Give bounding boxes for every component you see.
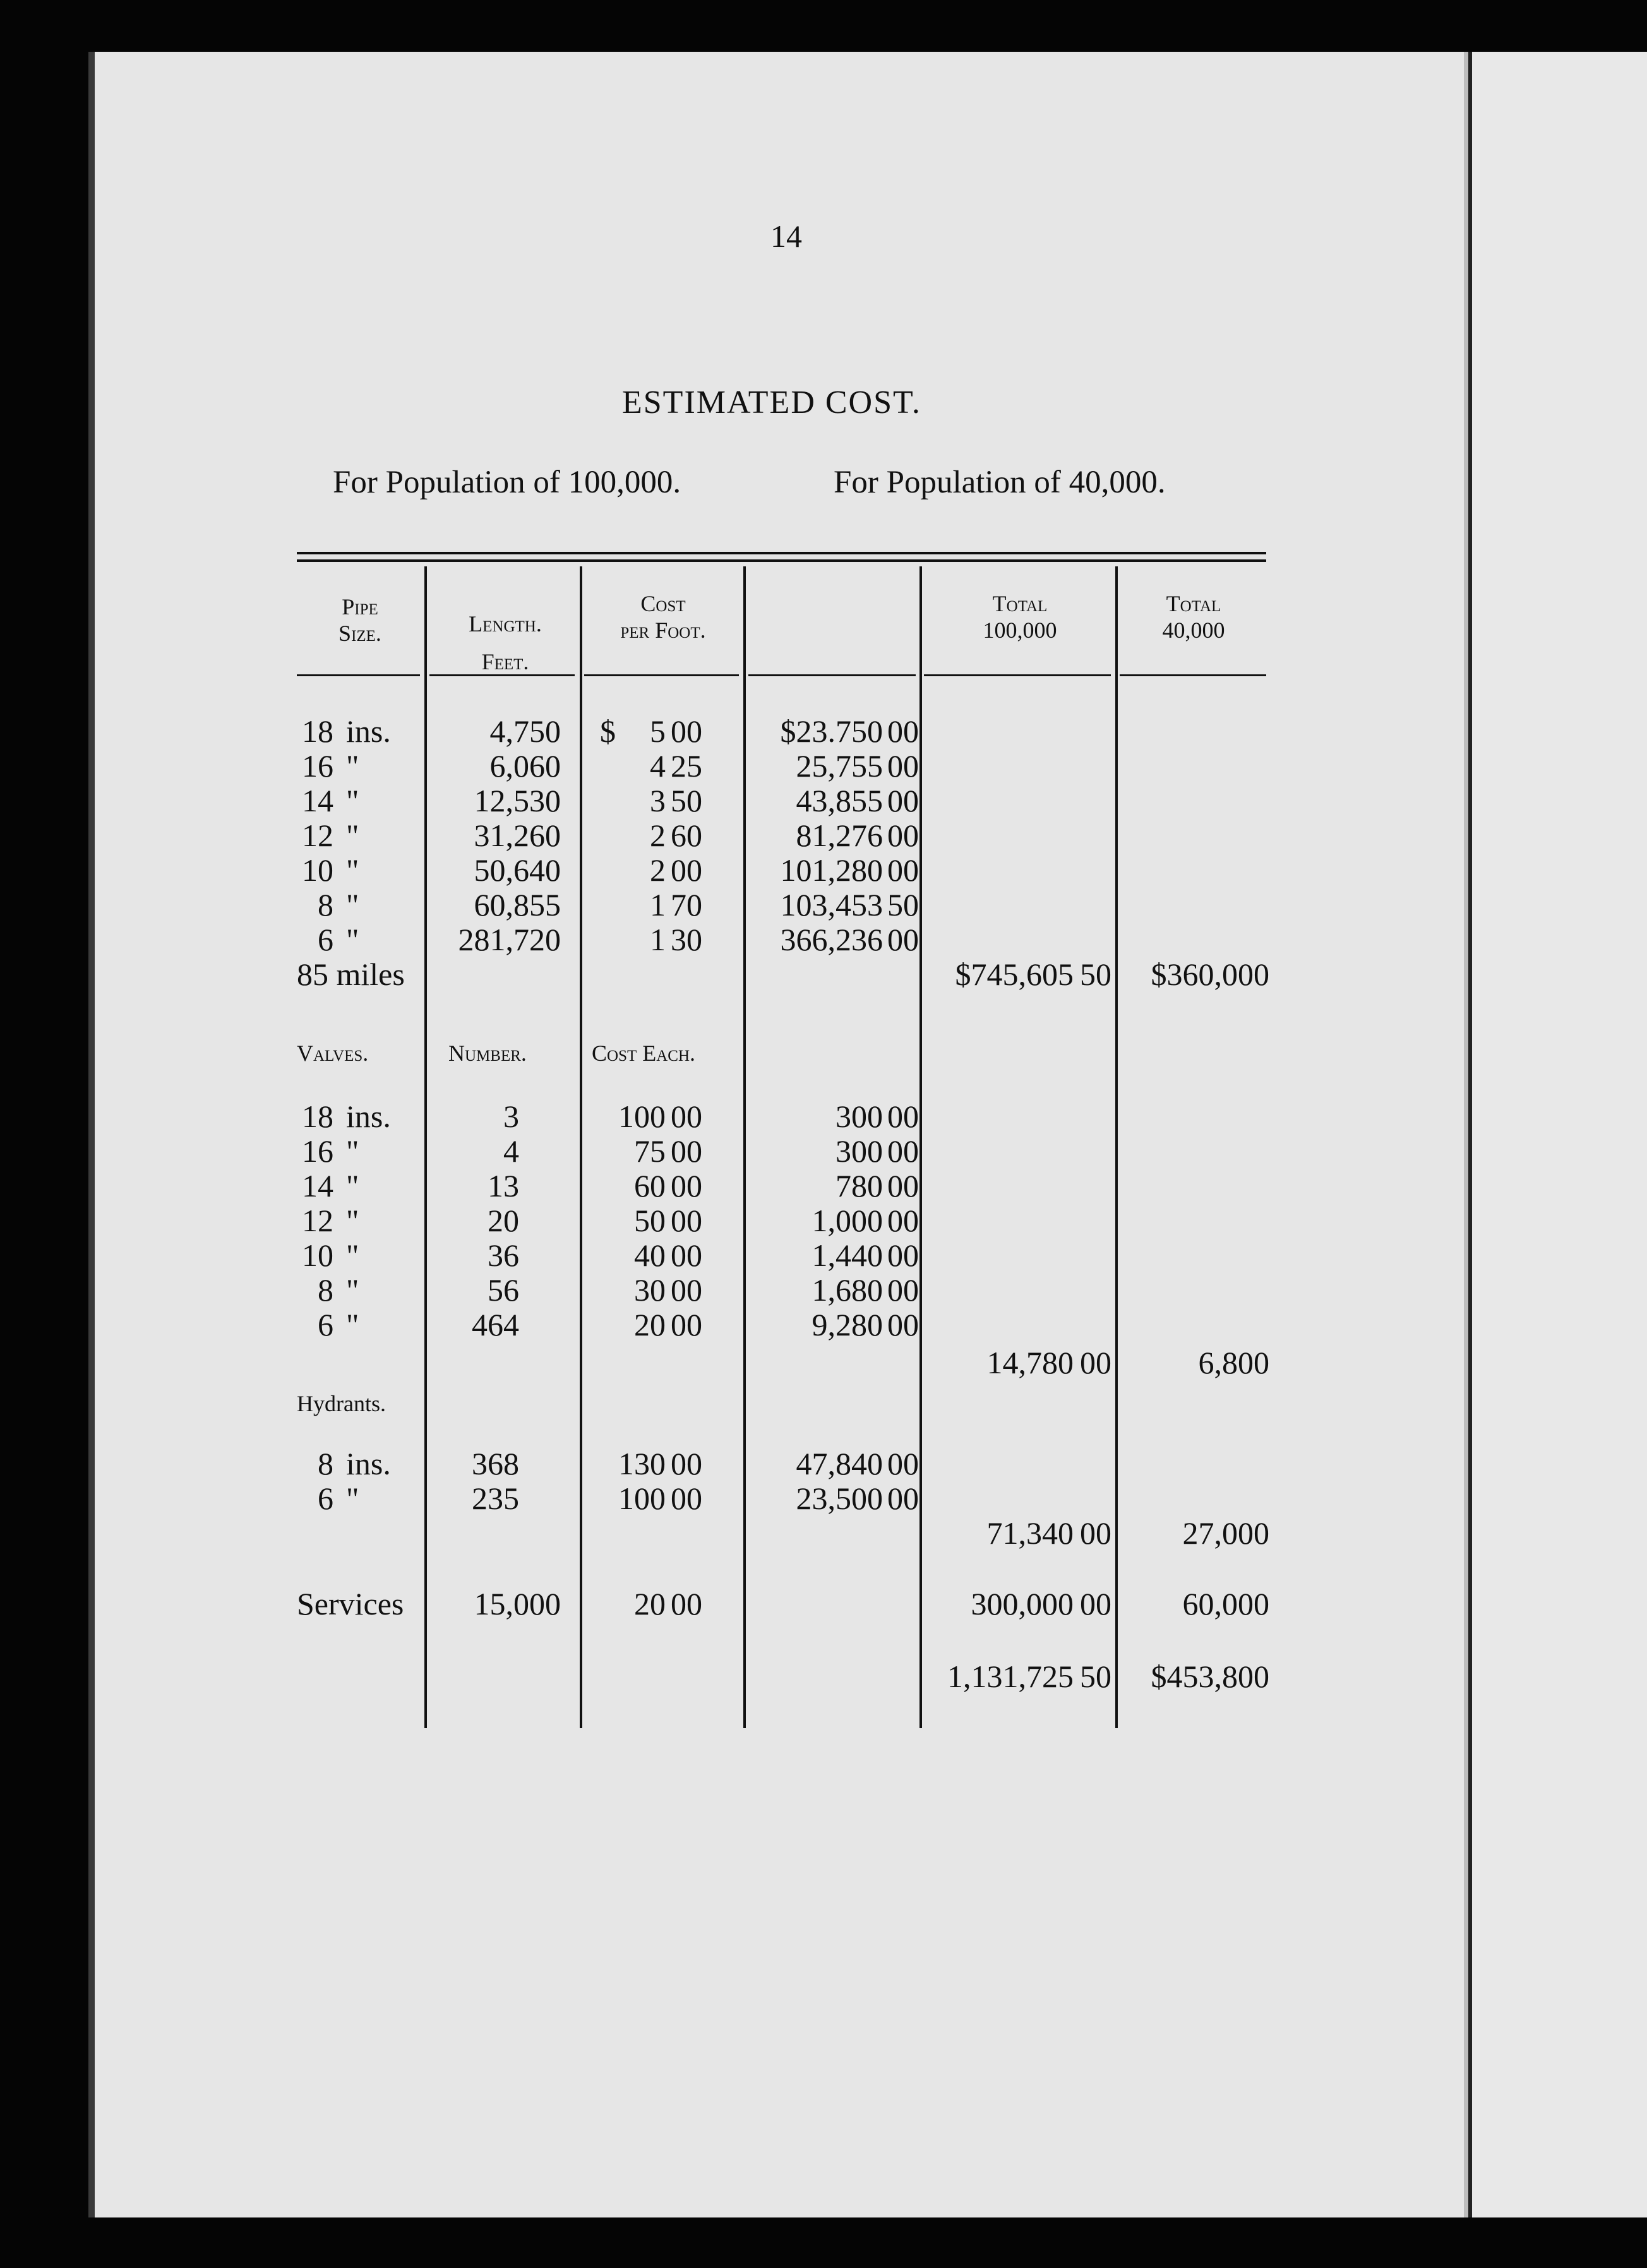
unit-cost-dollars: 20	[634, 1307, 666, 1342]
services-unit-cost-cents: 00	[671, 1586, 702, 1621]
quantity-cell: 50,640	[474, 852, 561, 888]
unit-cost-cents: 00	[671, 1099, 702, 1134]
line-total-cents: 00	[887, 1133, 919, 1169]
services-total-cents: 00	[1080, 1586, 1111, 1621]
unit-cost-cents: 00	[671, 1272, 702, 1308]
unit-cost-cents: 00	[671, 1168, 702, 1203]
valves-cost-heading: Cost Each.	[592, 1041, 696, 1066]
unit-cost-dollars: 130	[618, 1446, 666, 1481]
unit-cost-dollars: 1	[650, 922, 666, 957]
unit-cost-cents: 25	[671, 748, 702, 784]
unit-cost-dollars: 4	[650, 748, 666, 784]
header-cost-per-foot: Cost per Foot.	[620, 591, 706, 643]
hydrants-total-100000: 71,340	[986, 1515, 1074, 1551]
document-page	[88, 52, 1487, 2217]
quantity-cell: 4	[503, 1133, 519, 1169]
line-total-cents: 00	[887, 1272, 919, 1308]
size-unit-cell: "	[346, 1307, 359, 1342]
pipe-total-100000: $745,605	[955, 957, 1074, 992]
header-length: Length. Feet.	[469, 611, 542, 674]
line-total-dollars: 1,000	[812, 1203, 883, 1238]
line-total-cents: 00	[887, 1203, 919, 1238]
size-cell: 6	[318, 922, 333, 957]
quantity-cell: 56	[488, 1272, 519, 1308]
size-unit-cell: "	[346, 922, 359, 957]
header-underline	[584, 674, 739, 676]
size-cell: 10	[302, 1238, 333, 1273]
line-total-cents: 00	[887, 1446, 919, 1481]
size-cell: 18	[302, 713, 333, 749]
quantity-cell: 464	[472, 1307, 519, 1342]
size-cell: 14	[302, 783, 333, 818]
line-total-dollars: 81,276	[796, 818, 883, 853]
line-total-dollars: 101,280	[780, 852, 883, 888]
size-cell: 16	[302, 1133, 333, 1169]
size-unit-cell: "	[346, 1272, 359, 1308]
unit-cost-cents: 70	[671, 887, 702, 922]
grand-total-cents: 50	[1080, 1659, 1111, 1694]
unit-cost-dollars: 30	[634, 1272, 666, 1308]
column-divider	[743, 566, 746, 1728]
unit-cost-cents: 00	[671, 1446, 702, 1481]
line-total-dollars: 780	[835, 1168, 883, 1203]
line-total-dollars: 47,840	[796, 1446, 883, 1481]
line-total-cents: 00	[887, 783, 919, 818]
grand-total-100000: 1,131,725	[947, 1659, 1074, 1694]
quantity-cell: 3	[503, 1099, 519, 1134]
unit-cost-dollars: 40	[634, 1238, 666, 1273]
pipe-total-label: 85 miles	[297, 957, 405, 992]
unit-cost-dollars: 75	[634, 1133, 666, 1169]
quantity-cell: 13	[488, 1168, 519, 1203]
size-cell: 16	[302, 748, 333, 784]
pipe-total-cents: 50	[1080, 957, 1111, 992]
valves-total-cents: 00	[1080, 1345, 1111, 1380]
size-unit-cell: "	[346, 887, 359, 922]
page-title: ESTIMATED COST.	[622, 385, 921, 421]
dollar-sign: $	[600, 713, 616, 749]
size-cell: 10	[302, 852, 333, 888]
size-cell: 8	[318, 887, 333, 922]
quantity-cell: 4,750	[489, 713, 561, 749]
line-total-cents: 00	[887, 818, 919, 853]
size-unit-cell: "	[346, 1133, 359, 1169]
line-total-cents: 00	[887, 748, 919, 784]
services-total-100000: 300,000	[971, 1586, 1074, 1621]
line-total-cents: 00	[887, 1307, 919, 1342]
size-unit-cell: "	[346, 1203, 359, 1238]
header-underline	[429, 674, 575, 676]
unit-cost-cents: 00	[671, 1481, 702, 1516]
size-cell: 18	[302, 1099, 333, 1134]
quantity-cell: 20	[488, 1203, 519, 1238]
unit-cost-dollars: 100	[618, 1099, 666, 1134]
column-divider	[919, 566, 922, 1728]
unit-cost-dollars: 5	[650, 713, 666, 749]
pipe-total-40000: $360,000	[1151, 957, 1269, 992]
line-total-dollars: 9,280	[812, 1307, 883, 1342]
subtitle-population-100000: For Population of 100,000.	[333, 465, 681, 500]
line-total-cents: 00	[887, 1238, 919, 1273]
unit-cost-cents: 50	[671, 783, 702, 818]
size-unit-cell: ins.	[346, 1446, 391, 1481]
line-total-dollars: 300	[835, 1133, 883, 1169]
unit-cost-dollars: 1	[650, 887, 666, 922]
unit-cost-dollars: 100	[618, 1481, 666, 1516]
line-total-dollars: 25,755	[796, 748, 883, 784]
unit-cost-cents: 00	[671, 713, 702, 749]
line-total-cents: 00	[887, 1481, 919, 1516]
quantity-cell: 12,530	[474, 783, 561, 818]
table-top-rule	[297, 552, 1266, 554]
column-divider	[424, 566, 427, 1728]
unit-cost-dollars: 2	[650, 852, 666, 888]
size-unit-cell: ins.	[346, 1099, 391, 1134]
unit-cost-cents: 60	[671, 818, 702, 853]
line-total-cents: 00	[887, 922, 919, 957]
subtitle-population-40000: For Population of 40,000.	[834, 465, 1166, 500]
unit-cost-cents: 00	[671, 1133, 702, 1169]
services-label: Services	[297, 1586, 404, 1621]
line-total-dollars: 366,236	[780, 922, 883, 957]
quantity-cell: 235	[472, 1481, 519, 1516]
header-total-100000: Total 100,000	[983, 591, 1057, 643]
quantity-cell: 281,720	[458, 922, 561, 957]
grand-total-40000: $453,800	[1151, 1659, 1269, 1694]
valves-total-100000: 14,780	[986, 1345, 1074, 1380]
header-underline	[748, 674, 916, 676]
size-unit-cell: "	[346, 748, 359, 784]
size-cell: 12	[302, 818, 333, 853]
size-cell: 14	[302, 1168, 333, 1203]
size-unit-cell: "	[346, 1168, 359, 1203]
line-total-dollars: 43,855	[796, 783, 883, 818]
size-cell: 6	[318, 1307, 333, 1342]
line-total-dollars: 103,453	[780, 887, 883, 922]
size-unit-cell: ins.	[346, 713, 391, 749]
services-total-40000: 60,000	[1182, 1586, 1269, 1621]
hydrants-total-cents: 00	[1080, 1515, 1111, 1551]
column-divider	[580, 566, 582, 1728]
line-total-cents: 50	[887, 887, 919, 922]
unit-cost-dollars: 2	[650, 818, 666, 853]
services-number: 15,000	[474, 1586, 561, 1621]
unit-cost-cents: 00	[671, 852, 702, 888]
header-total-40000: Total 40,000	[1162, 591, 1225, 643]
line-total-dollars: 23,500	[796, 1481, 883, 1516]
unit-cost-cents: 00	[671, 1203, 702, 1238]
size-unit-cell: "	[346, 1238, 359, 1273]
size-unit-cell: "	[346, 783, 359, 818]
quantity-cell: 36	[488, 1238, 519, 1273]
quantity-cell: 60,855	[474, 887, 561, 922]
quantity-cell: 6,060	[489, 748, 561, 784]
services-unit-cost-dollars: 20	[634, 1586, 666, 1621]
size-unit-cell: "	[346, 852, 359, 888]
header-underline	[297, 674, 420, 676]
quantity-cell: 31,260	[474, 818, 561, 853]
column-divider	[1115, 566, 1118, 1728]
header-underline	[1120, 674, 1266, 676]
valves-heading: Valves.	[297, 1041, 369, 1066]
line-total-dollars: 1,440	[812, 1238, 883, 1273]
valves-total-40000: 6,800	[1198, 1345, 1269, 1380]
hydrants-total-40000: 27,000	[1182, 1515, 1269, 1551]
unit-cost-dollars: 50	[634, 1203, 666, 1238]
size-cell: 8	[318, 1446, 333, 1481]
table-top-rule-2	[297, 559, 1266, 562]
line-total-cents: 00	[887, 852, 919, 888]
header-pipe-size: Pipe Size.	[338, 594, 381, 646]
line-total-cents: 00	[887, 1099, 919, 1134]
valves-number-heading: Number.	[448, 1041, 527, 1066]
header-underline	[924, 674, 1111, 676]
unit-cost-dollars: 3	[650, 783, 666, 818]
hydrants-heading: Hydrants.	[297, 1391, 386, 1416]
unit-cost-cents: 00	[671, 1238, 702, 1273]
page-number: 14	[770, 218, 802, 254]
size-cell: 12	[302, 1203, 333, 1238]
size-cell: 6	[318, 1481, 333, 1516]
line-total-dollars: $23.750	[780, 713, 883, 749]
size-cell: 8	[318, 1272, 333, 1308]
quantity-cell: 368	[472, 1446, 519, 1481]
line-total-dollars: 300	[835, 1099, 883, 1134]
unit-cost-dollars: 60	[634, 1168, 666, 1203]
size-unit-cell: "	[346, 1481, 359, 1516]
facing-page-edge	[1468, 52, 1647, 2217]
unit-cost-cents: 30	[671, 922, 702, 957]
line-total-cents: 00	[887, 1168, 919, 1203]
line-total-cents: 00	[887, 713, 919, 749]
size-unit-cell: "	[346, 818, 359, 853]
line-total-dollars: 1,680	[812, 1272, 883, 1308]
unit-cost-cents: 00	[671, 1307, 702, 1342]
